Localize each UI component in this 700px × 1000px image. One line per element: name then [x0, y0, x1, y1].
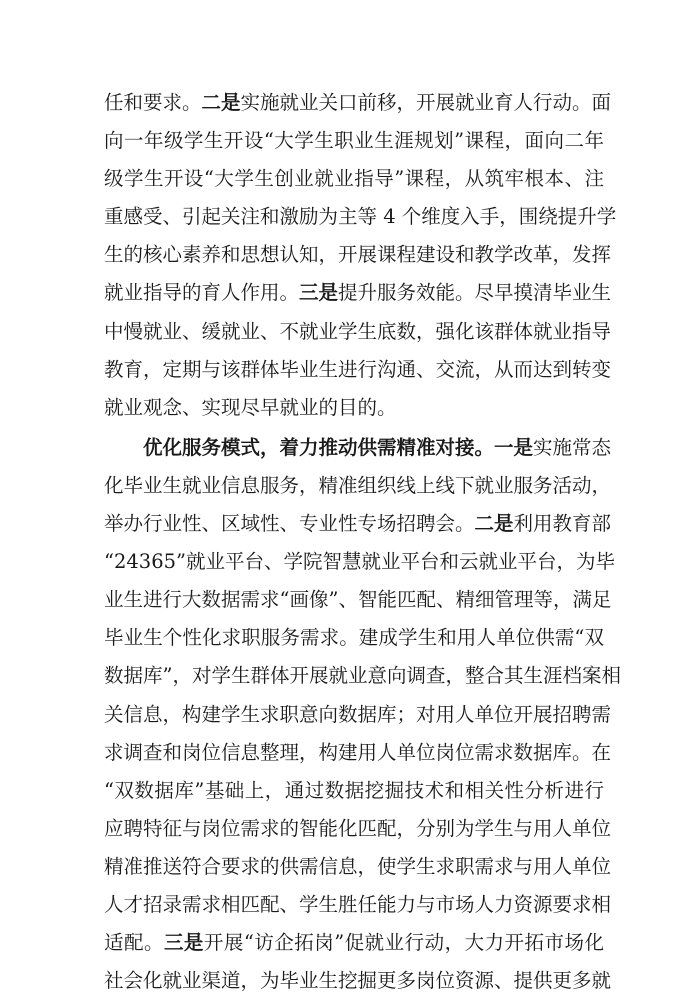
text-line [104, 772, 604, 810]
text-run: 求调查和岗位信息整理，构建用人单位岗位需求数据库。在 [104, 740, 612, 764]
text-line [104, 810, 612, 848]
text-run: 中慢就业、缓就业、不就业学生底数，强化该群体就业指导 [104, 319, 612, 343]
text-line [104, 122, 604, 160]
text-run: 数据库”，对学生群体开展就业意向调查，整合其生涯档案相 [104, 664, 621, 688]
text-line [104, 313, 612, 351]
text-run: 就业观念、实现尽早就业的目的。 [104, 395, 397, 419]
text-run: 向一年级学生开设“大学生职业生涯规划”课程，面向二年 [104, 129, 604, 153]
text-run: 化毕业生就业信息服务，精准组织线上线下就业服务活动， [104, 473, 612, 497]
body-text [104, 84, 621, 1000]
bold-text-run: 二是 [201, 91, 241, 114]
text-line [104, 848, 612, 886]
text-line [104, 886, 612, 924]
text-line [104, 160, 604, 198]
bold-text-run: 二是 [474, 512, 514, 536]
text-run: 利用教育部 [513, 512, 612, 536]
text-run: 精准推送符合要求的供需信息，使学生求职需求与用人单位 [104, 854, 612, 878]
text-line [104, 198, 617, 236]
text-run: 级学生开设“大学生创业就业指导”课程，从筑牢根本、注 [104, 167, 604, 191]
text-run: “双数据库”基础上，通过数据挖掘技术和相关性分析进行 [104, 778, 604, 802]
text-line [104, 581, 612, 619]
text-run: “24365”就业平台、学院智慧就业平台和云就业平台，为毕 [104, 550, 615, 574]
text-line [104, 236, 612, 274]
text-line [104, 696, 612, 734]
paragraph-2 [104, 429, 621, 1000]
text-run: 教育，定期与该群体毕业生进行沟通、交流，从而达到转变 [104, 357, 612, 381]
text-line [104, 619, 604, 657]
text-run: 举办行业性、区域性、专业性专场招聘会。 [104, 512, 475, 536]
text-run: 关信息，构建学生求职意向数据库；对用人单位开展招聘需 [104, 702, 612, 726]
text-line [104, 467, 612, 505]
text-line [104, 543, 615, 581]
paragraph-1 [104, 84, 617, 427]
bold-text-run: 三是 [163, 931, 204, 955]
text-line [104, 351, 612, 389]
text-run: 业生进行大数据需求“画像”、智能匹配、精细管理等，满足 [104, 588, 612, 612]
text-line [104, 962, 612, 1000]
text-run: 人才招录需求相匹配、学生胜任能力与市场人力资源要求相 [104, 892, 612, 916]
text-run: 实施常态 [533, 435, 612, 459]
bold-text-run: 三是 [299, 281, 339, 305]
text-line [104, 274, 612, 312]
text-line [104, 924, 604, 962]
text-run: 社会化就业渠道，为毕业生挖掘更多岗位资源、提供更多就 [104, 969, 612, 993]
text-line [104, 657, 621, 695]
text-run: 适配。 [104, 931, 164, 955]
text-run: 生的核心素养和思想认知，开展课程建设和教学改革，发挥 [104, 243, 612, 267]
bold-text-run: 一是 [494, 435, 534, 459]
text-run: 开展“访企拓岗”促就业行动，大力开拓市场化 [203, 931, 604, 955]
text-run: 任和要求。 [104, 91, 202, 114]
text-line [104, 734, 612, 772]
text-line [104, 84, 612, 122]
text-run: 实施就业关口前移，开展就业育人行动。面 [240, 91, 612, 114]
text-run: 应聘特征与岗位需求的智能化匹配，分别为学生与用人单位 [104, 816, 612, 840]
text-line [104, 389, 604, 427]
text-run: 提升服务效能。尽早摸清毕业生 [338, 281, 612, 305]
text-run: 毕业生个性化求职服务需求。建成学生和用人单位供需“双 [104, 626, 604, 650]
bold-text-run: 优化服务模式，着力推动供需精准对接。 [143, 435, 495, 459]
text-run: 重感受、引起关注和激励为主等 4 个维度入手，围绕提升学 [104, 205, 617, 229]
text-run: 就业指导的育人作用。 [104, 281, 300, 305]
text-line [104, 429, 612, 467]
text-line [104, 505, 612, 543]
